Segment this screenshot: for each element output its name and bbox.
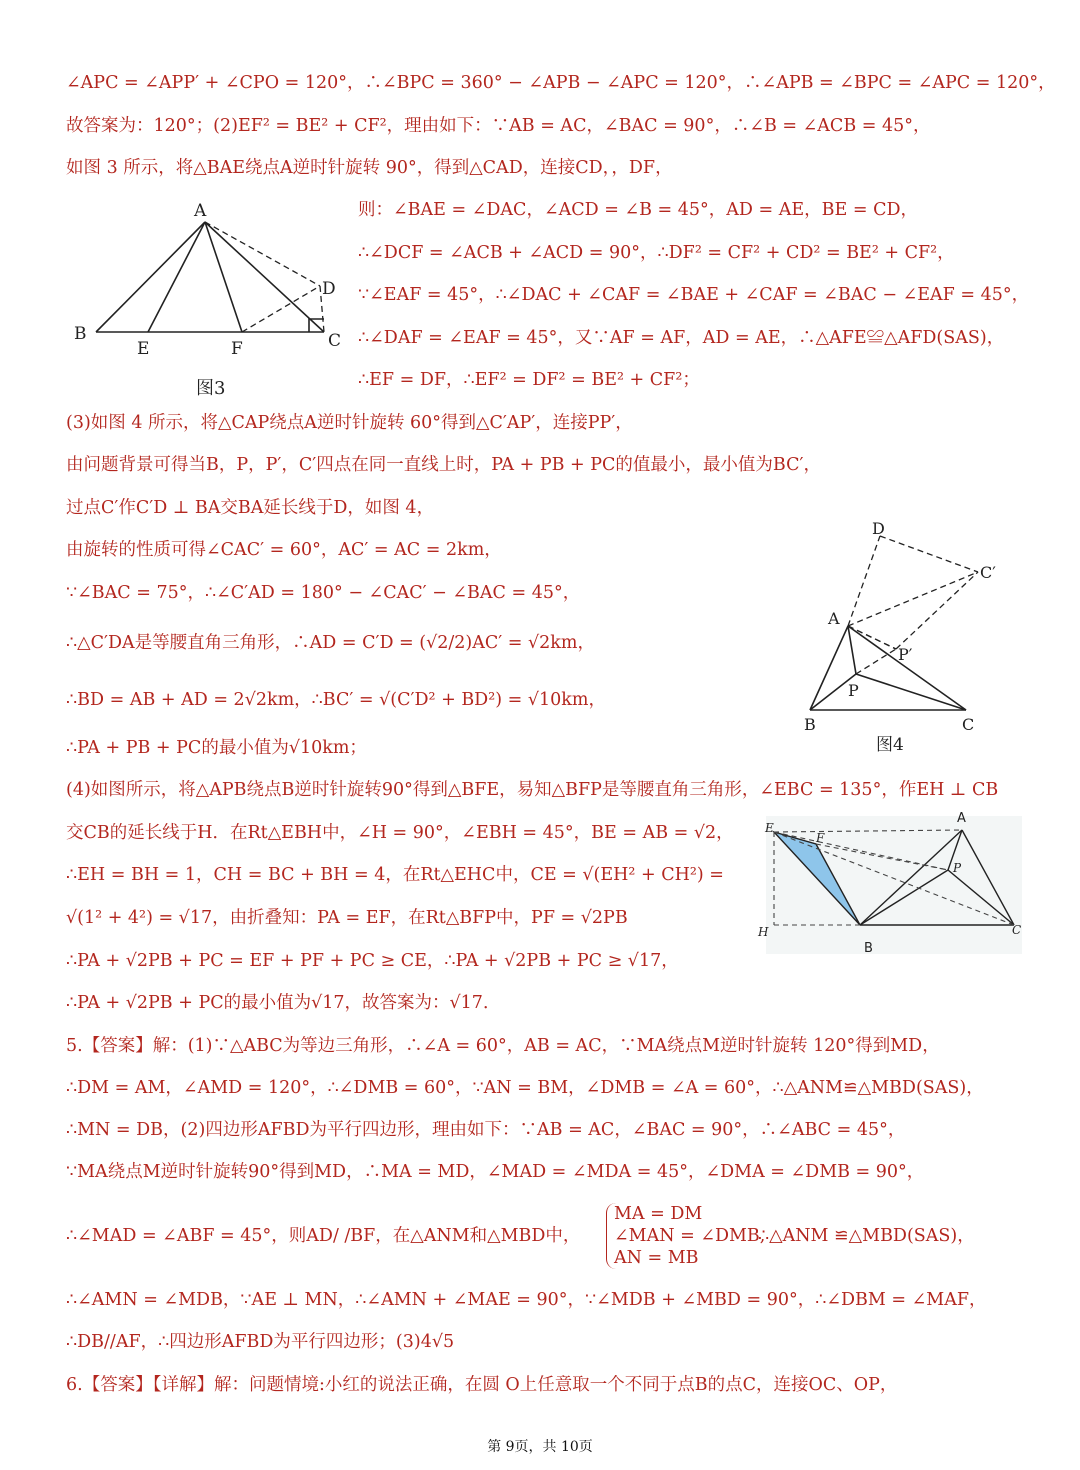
text-line: ∴∠DAF = ∠EAF = 45°，又∵AF = AF，AD = AE，∴△AFE≌△AFD(SAS)， bbox=[358, 328, 1005, 348]
point-label: E bbox=[765, 821, 774, 835]
text-line: 5.【答案】解：(1)∵△ABC为等边三角形，∴∠A = 60°，AB = AC，∵MA绕点M逆时针旋转 120°得到MD， bbox=[66, 1036, 940, 1056]
text-line: ∴∠MAD = ∠ABF = 45°，则AD/ /BF，在△ANM和△MBD中， bbox=[66, 1226, 581, 1246]
point-label: A bbox=[194, 201, 207, 221]
text-line: ∵MA绕点M逆时针旋转90°得到MD，∴MA = MD，∠MAD = ∠MDA = 45°，∠DMA = ∠DMB = 90°， bbox=[66, 1162, 925, 1182]
point-label: C′ bbox=[980, 563, 996, 582]
point-label: F bbox=[231, 339, 243, 359]
point-label: D bbox=[872, 519, 885, 538]
text-line: ∴MN = DB，(2)四边形AFBD为平行四边形，理由如下：∵AB = AC，∠BAC = 90°，∴∠ABC = 45°， bbox=[66, 1120, 906, 1140]
point-label: E bbox=[137, 339, 150, 359]
text-line: ∴PA + √2PB + PC的最小值为√17，故答案为：√17． bbox=[66, 993, 501, 1013]
text-line: ∴△ANM ≌△MBD(SAS)， bbox=[758, 1226, 975, 1246]
point-label: H bbox=[758, 925, 769, 939]
text-line: (3)如图 4 所示，将△CAP绕点A逆时针旋转 60°得到△C′AP′，连接PP′， bbox=[66, 413, 633, 433]
point-label: D bbox=[322, 279, 336, 299]
text-line: 如图 3 所示，将△BAE绕点A逆时针旋转 90°，得到△CAD，连接CD，，DF， bbox=[66, 158, 673, 178]
point-label: P′ bbox=[898, 645, 913, 664]
point-label: B bbox=[74, 324, 87, 344]
text-line: 过点C′作C′D ⊥ BA交BA延长线于D，如图 4， bbox=[66, 498, 435, 518]
text-line: ∴PA + √2PB + PC = EF + PF + PC ≥ CE，∴PA + √2PB + PC ≥ √17， bbox=[66, 951, 679, 971]
text-line: √(1² + 4²) = √17，由折叠知：PA = EF，在Rt△BFP中，PF = √2PB bbox=[66, 908, 628, 928]
point-label: F bbox=[816, 831, 825, 845]
text-line: 故答案为：120°；(2)EF² = BE² + CF²，理由如下：∵AB = AC，∠BAC = 90°，∴∠B = ∠ACB = 45°， bbox=[66, 116, 931, 136]
text-line: ∴DM = AM，∠AMD = 120°，∴∠DMB = 60°，∵AN = BM，∠DMB = ∠A = 60°，∴△ANM≌△MBD(SAS)， bbox=[66, 1078, 984, 1098]
system-row: MA = DM bbox=[614, 1204, 703, 1224]
text-line: ∴DB//AF，∴四边形AFBD为平行四边形；(3)4√5 bbox=[66, 1332, 455, 1352]
point-label: B bbox=[864, 941, 873, 956]
text-line: ∵∠EAF = 45°，∴∠DAC + ∠CAF = ∠BAE + ∠CAF = ∠BAC − ∠EAF = 45°， bbox=[358, 285, 1030, 305]
text-line: ∴PA + PB + PC的最小值为√10km； bbox=[66, 738, 367, 758]
point-label: A bbox=[828, 609, 840, 628]
text-line: ∴EH = BH = 1，CH = BC + BH = 4，在Rt△EHC中，CE = √(EH² + CH²) = bbox=[66, 865, 724, 885]
figure-5 bbox=[752, 808, 1024, 956]
page-footer: 第 9页，共 10页 bbox=[487, 1439, 593, 1455]
point-label: C bbox=[1012, 923, 1022, 937]
text-line: ∠APC = ∠APP′ + ∠CPO = 120°，∴∠BPC = 360° − ∠APB − ∠APC = 120°，∴∠APB = ∠BPC = ∠APC = 120°， bbox=[66, 73, 1056, 93]
figure-caption: 图4 bbox=[876, 735, 904, 755]
text-line: (4)如图所示，将△APB绕点B逆时针旋转90°得到△BFE，易知△BFP是等腰直角三角形，∠EBC = 135°，作EH ⊥ CB bbox=[66, 780, 999, 800]
text-line: ∴∠AMN = ∠MDB，∵AE ⊥ MN，∴∠AMN + ∠MAE = 90°，∵∠MDB + ∠MBD = 90°，∴∠DBM = ∠MAF， bbox=[66, 1290, 987, 1310]
text-line: 由旋转的性质可得∠CAC′ = 60°，AC′ = AC = 2km， bbox=[66, 540, 502, 560]
text-line: 则：∠BAE = ∠DAC，∠ACD = ∠B = 45°，AD = AE，BE = CD， bbox=[358, 200, 918, 220]
text-line: 由问题背景可得当B，P，P′，C′四点在同一直线上时，PA + PB + PC的值最小，最小值为BC′， bbox=[66, 455, 821, 475]
point-label: P bbox=[848, 681, 859, 700]
figure-caption: 图3 bbox=[196, 378, 226, 399]
point-label: A bbox=[957, 811, 966, 826]
point-label: C bbox=[962, 715, 975, 734]
text-line: ∴∠DCF = ∠ACB + ∠ACD = 90°，∴DF² = CF² + CD² = BE² + CF²， bbox=[358, 243, 955, 263]
text-line: ∵∠BAC = 75°，∴∠C′AD = 180° − ∠CAC′ − ∠BAC = 45°， bbox=[66, 583, 581, 603]
point-label: C bbox=[328, 331, 342, 351]
figure-3 bbox=[68, 196, 348, 406]
text-line: ∴△C′DA是等腰直角三角形，∴AD = C′D = (√2/2)AC′ = √2km， bbox=[66, 633, 596, 653]
text-line: ∴BD = AB + AD = 2√2km，∴BC′ = √(C′D² + BD²) = √10km， bbox=[66, 690, 606, 710]
text-line: 6.【答案】【详解】解：问题情境:小红的说法正确，在圆 O上任意取一个不同于点B的点C，连接OC、OP， bbox=[66, 1375, 898, 1395]
point-label: B bbox=[804, 715, 816, 734]
figure-4 bbox=[792, 516, 1024, 762]
system-row: ∠MAN = ∠DMB, bbox=[614, 1226, 766, 1246]
point-label: P bbox=[953, 861, 962, 875]
text-line: 交CB的延长线于H．在Rt△EBH中，∠H = 90°，∠EBH = 45°，BE = AB = √2， bbox=[66, 823, 734, 843]
system-row: AN = MB bbox=[614, 1248, 699, 1268]
text-line: ∴EF = DF，∴EF² = DF² = BE² + CF²； bbox=[358, 370, 700, 390]
